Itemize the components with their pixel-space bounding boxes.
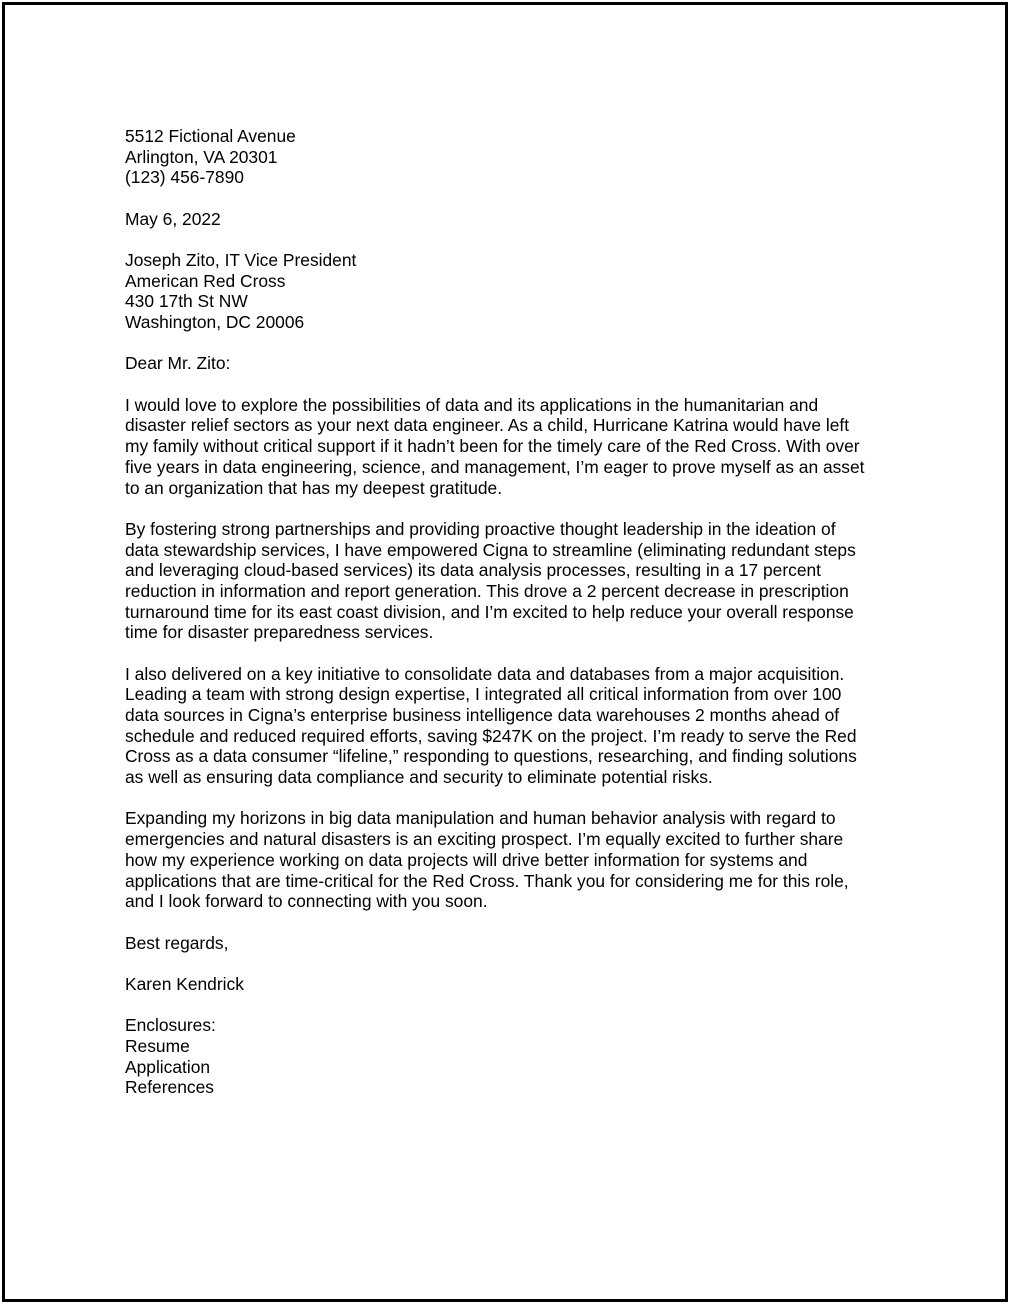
paragraph-line: applications that are time-critical for the Red Cross. Thank you for considering me for this role,: [125, 870, 849, 891]
enclosures: [125, 1015, 915, 1098]
sender-street: 5512 Fictional Avenue: [125, 126, 296, 146]
paragraph-line: my family without critical support if it hadn’t been for the timely care of the Red Cross. With over: [125, 436, 860, 457]
paragraph-line: and leveraging cloud-based services) its data analysis processes, resulting in a 17 percent: [125, 560, 822, 581]
enclosure-item-application: Application: [125, 1056, 211, 1077]
paragraph-line: disaster relief sectors as your next data engineer. As a child, Hurricane Katrina would have left: [125, 415, 850, 436]
paragraph-line: data stewardship services, I have empowered Cigna to streamline (eliminating redundant steps: [125, 539, 856, 560]
paragraph-line: reduction in information and report generation. This drove a 2 percent decrease in prescription: [125, 580, 849, 601]
paragraph-line: I would love to explore the possibilities of data and its applications in the humanitarian and: [125, 394, 819, 415]
signature: [125, 974, 915, 995]
paragraph-line: five years in data engineering, science, and management, I’m eager to prove myself as an asset: [125, 456, 865, 477]
signature-name: Karen Kendrick: [125, 973, 244, 994]
enclosure-item-references: References: [125, 1077, 214, 1098]
paragraph-line: Cross as a data consumer “lifeline,” responding to questions, researching, and finding solutions: [125, 746, 857, 767]
paragraph-line: how my experience working on data projects will drive better information for systems and: [125, 849, 808, 870]
paragraph-line: time for disaster preparedness services.: [125, 622, 434, 643]
enclosures-heading: Enclosures:: [125, 1015, 216, 1036]
body-paragraph-1: [125, 395, 915, 499]
paragraph-line: and I look forward to connecting with you soon.: [125, 891, 488, 912]
recipient-city-state-zip: Washington, DC 20006: [125, 312, 305, 333]
paragraph-line: By fostering strong partnerships and providing proactive thought leadership in the ideation of: [125, 518, 836, 539]
sender-city-state-zip: Arlington, VA 20301: [125, 146, 278, 167]
paragraph-line: emergencies and natural disasters is an exciting prospect. I’m equally excited to further share: [125, 829, 844, 850]
sender-address: [125, 126, 915, 188]
cover-letter-body: [125, 126, 915, 1119]
recipient-name-title: Joseph Zito, IT Vice President: [125, 250, 357, 270]
closing: [125, 933, 915, 954]
recipient-organization: American Red Cross: [125, 270, 286, 291]
body-paragraph-4: [125, 808, 915, 912]
enclosure-item-resume: Resume: [125, 1035, 190, 1056]
letter-page: [2, 2, 1008, 1302]
closing-text: Best regards,: [125, 932, 229, 953]
sender-phone: (123) 456-7890: [125, 167, 244, 188]
salutation: [125, 353, 915, 374]
paragraph-line: to an organization that has my deepest gratitude.: [125, 477, 503, 498]
recipient-address: [125, 250, 915, 333]
salutation-text: Dear Mr. Zito:: [125, 353, 231, 374]
paragraph-line: I also delivered on a key initiative to consolidate data and databases from a major acquisition.: [125, 663, 845, 684]
paragraph-line: schedule and reduced required efforts, saving $247K on the project. I’m ready to serve the Red: [125, 725, 857, 746]
recipient-street: 430 17th St NW: [125, 291, 248, 312]
letter-date: [125, 209, 915, 230]
body-paragraph-2: [125, 519, 915, 643]
paragraph-line: data sources in Cigna’s enterprise business intelligence data warehouses 2 months ahead of: [125, 705, 840, 726]
paragraph-line: Expanding my horizons in big data manipulation and human behavior analysis with regard to: [125, 808, 836, 829]
paragraph-line: as well as ensuring data compliance and security to eliminate potential risks.: [125, 767, 713, 788]
body-paragraph-3: [125, 664, 915, 788]
paragraph-line: Leading a team with strong design expertise, I integrated all critical information from over 100: [125, 684, 842, 705]
paragraph-line: turnaround time for its east coast division, and I’m excited to help reduce your overall response: [125, 601, 854, 622]
date-text: May 6, 2022: [125, 208, 221, 229]
